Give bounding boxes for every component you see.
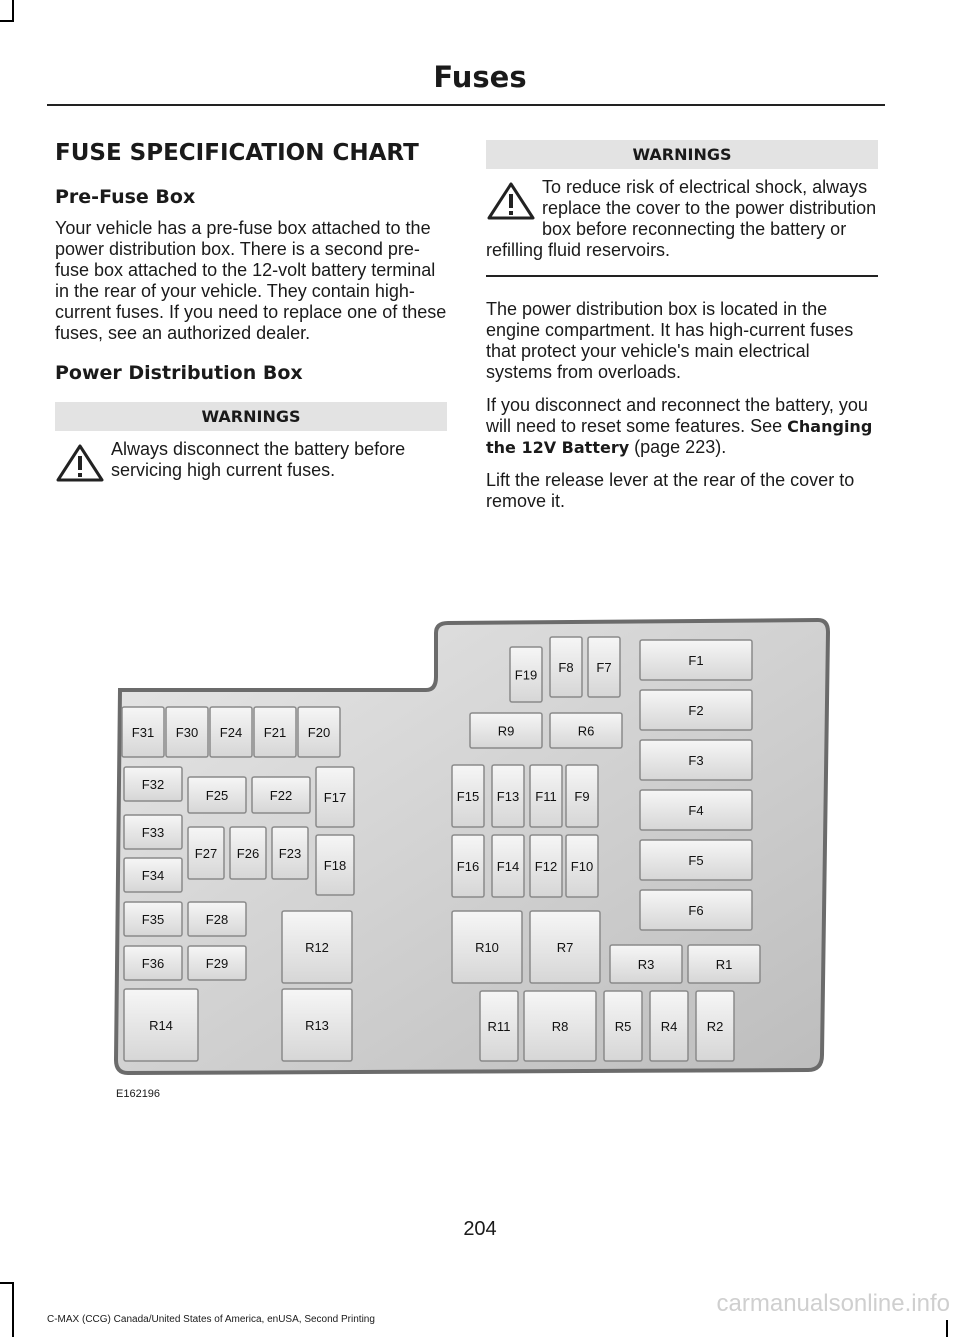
fuse-label: F10 — [570, 859, 594, 874]
crop-mark — [12, 1282, 14, 1337]
fuse-label: F35 — [141, 912, 165, 927]
crop-mark — [946, 1320, 948, 1337]
fuse-slot-r12 — [282, 911, 352, 983]
fuse-label: F1 — [688, 653, 704, 668]
fuse-slot-f4 — [640, 790, 752, 830]
fuse-label: F32 — [141, 777, 165, 792]
fuse-label: F15 — [456, 789, 480, 804]
fuse-slot-f5 — [640, 840, 752, 880]
fuse-slot-f32 — [124, 767, 182, 801]
right-column — [486, 140, 878, 524]
fuse-label: F29 — [205, 956, 229, 971]
fuse-slot-f9 — [566, 765, 598, 827]
fuse-slot-f26 — [230, 827, 266, 879]
fuse-label: F26 — [236, 846, 260, 861]
fuse-label: R11 — [487, 1019, 511, 1034]
fuse-slot-f27 — [188, 827, 224, 879]
fuse-label: R9 — [497, 723, 515, 739]
fuse-label: F36 — [141, 956, 165, 971]
warning-text: Always disconnect the battery before servicing high current fuses. — [111, 439, 406, 480]
fuse-slot-f20 — [298, 707, 340, 757]
fuse-slot-r13 — [282, 989, 352, 1061]
fuse-label: F31 — [131, 725, 155, 740]
fuse-label: F27 — [194, 846, 218, 861]
crop-mark — [12, 0, 14, 20]
fuse-label: F20 — [307, 725, 331, 740]
fuse-label: F25 — [205, 788, 229, 803]
fuse-slot-r8 — [524, 991, 596, 1061]
fuse-slot-r7 — [530, 911, 600, 983]
fuse-slot-f10 — [566, 835, 598, 897]
fuse-slot-r3 — [610, 945, 682, 983]
warning-text: To reduce risk of electrical shock, always replace the cover to the power distribution box before reconnecting the battery or refilling fluid reservoirs. — [486, 177, 877, 260]
section-heading: FUSE SPECIFICATION CHART — [55, 140, 419, 166]
fuse-slot-f3 — [640, 740, 752, 780]
warning-box — [55, 439, 447, 481]
fuse-slot-r5 — [604, 991, 642, 1061]
diagram-id: E162196 — [116, 1088, 161, 1100]
fuse-label: F14 — [496, 859, 520, 874]
fuse-slot-f33 — [124, 815, 182, 849]
fuse-label: F33 — [141, 825, 165, 840]
fuse-slot-r9 — [470, 713, 542, 748]
fuse-label: R6 — [577, 723, 595, 739]
reset-features-text — [486, 395, 878, 458]
fuse-slot-f24 — [210, 707, 252, 757]
fuse-slot-r11 — [480, 991, 518, 1061]
fuse-slot-f7 — [588, 637, 620, 697]
warning-rule — [486, 275, 878, 277]
warning-icon — [486, 181, 536, 221]
fuse-label: F2 — [688, 703, 704, 718]
fuse-slot-f16 — [452, 835, 484, 897]
fuse-label: F9 — [574, 789, 590, 804]
crop-mark — [0, 1282, 14, 1284]
fuse-label: F13 — [496, 789, 520, 804]
fuse-label: F18 — [323, 858, 347, 873]
fuse-slot-f15 — [452, 765, 484, 827]
fuse-slot-f29 — [188, 946, 246, 980]
fuse-label: F24 — [219, 725, 243, 740]
fuse-slot-r10 — [452, 911, 522, 983]
fuse-slot-f14 — [492, 835, 524, 897]
fuse-label: F12 — [534, 859, 558, 874]
fuse-slot-f6 — [640, 890, 752, 930]
fuse-slot-f28 — [188, 902, 246, 936]
reset-text: If you disconnect and reconnect the battery, you will need to reset some features. See — [486, 395, 868, 436]
left-column — [55, 140, 447, 483]
lift-lever-text: Lift the release lever at the rear of the cover to remove it. — [486, 470, 855, 511]
changing-battery-link[interactable]: Changing the 12V Battery — [486, 417, 873, 457]
fuse-label: F28 — [205, 912, 229, 927]
fuse-slot-f12 — [530, 835, 562, 897]
fuse-slot-f21 — [254, 707, 296, 757]
fuse-label: F22 — [269, 788, 293, 803]
warnings-label: WARNINGS — [55, 402, 447, 431]
fuse-label: R1 — [715, 957, 733, 972]
pdb-heading: Power Distribution Box — [55, 362, 303, 384]
fuse-label: F19 — [514, 667, 538, 683]
watermark: carmanualsonline.info — [716, 1290, 950, 1317]
fuse-slot-r4 — [650, 991, 688, 1061]
fuse-label: F8 — [558, 660, 574, 675]
fuse-label: F21 — [263, 725, 287, 740]
fuse-label: F5 — [688, 853, 704, 868]
fuse-label: R14 — [149, 1018, 173, 1033]
fuse-slot-r2 — [696, 991, 734, 1061]
crop-mark — [0, 20, 14, 22]
fuse-label: F6 — [688, 903, 704, 918]
fuse-slot-r14 — [124, 989, 198, 1061]
fuse-slot-r1 — [688, 945, 760, 983]
fuse-slot-f13 — [492, 765, 524, 827]
fuse-label: R8 — [551, 1019, 569, 1034]
fuse-label: F11 — [535, 789, 557, 804]
fuse-label: F30 — [175, 725, 199, 740]
fuse-slot-f11 — [530, 765, 562, 827]
fuse-label: F4 — [688, 803, 704, 818]
fuse-label: R4 — [660, 1019, 678, 1034]
fuse-slot-f22 — [252, 777, 310, 813]
fuse-slot-f23 — [272, 827, 308, 879]
fuse-slot-f8 — [550, 637, 582, 697]
fuse-label: R2 — [706, 1019, 724, 1034]
fuse-label: F17 — [323, 790, 347, 805]
fuse-label: R10 — [475, 940, 499, 955]
prefuse-heading: Pre-Fuse Box — [55, 186, 196, 208]
page-title: Fuses — [433, 60, 527, 94]
fuse-slot-f17 — [316, 767, 354, 827]
fuse-slot-r6 — [550, 713, 622, 748]
fuse-slot-f19 — [510, 647, 542, 702]
warning-box — [486, 177, 878, 261]
footer-text: C-MAX (CCG) Canada/United States of America, enUSA, Second Printing — [47, 1314, 375, 1325]
fuse-label: R12 — [305, 940, 329, 955]
fuse-label: F34 — [141, 868, 165, 883]
header-rule — [47, 104, 885, 106]
fuse-slot-f30 — [166, 707, 208, 757]
fuse-slot-f1 — [640, 640, 752, 680]
fuse-slot-f31 — [122, 707, 164, 757]
fuse-slot-f34 — [124, 858, 182, 892]
fuse-label: R13 — [305, 1018, 329, 1033]
fuse-label: R7 — [556, 940, 574, 955]
fuse-slot-f18 — [316, 835, 354, 895]
fuse-slot-f36 — [124, 946, 182, 980]
fuse-slot-f2 — [640, 690, 752, 730]
prefuse-text: Your vehicle has a pre-fuse box attached to the power distribution box. There is a second pre-fuse box attached to the 12-volt battery terminal in the rear of your vehicle. They contain high-current fuses. If you need to replace one of these fuses, see an authorized dealer. — [55, 218, 447, 343]
warning-icon — [55, 443, 105, 483]
page-ref: (page 223). — [629, 437, 727, 457]
fuse-label: R3 — [637, 957, 655, 972]
page-number: 204 — [463, 1218, 497, 1240]
pdb-location-text: The power distribution box is located in the engine compartment. It has high-current fuses that protect your vehicle's main electrical systems from overloads. — [486, 299, 854, 382]
fuse-label: F3 — [688, 753, 704, 768]
fuse-box-diagram — [110, 615, 835, 1080]
fuse-label: F23 — [278, 846, 302, 861]
warnings-label: WARNINGS — [486, 140, 878, 169]
fuse-label: R5 — [614, 1019, 632, 1034]
fuse-slot-f35 — [124, 902, 182, 936]
fuse-label: F16 — [456, 859, 480, 874]
fuse-slot-f25 — [188, 777, 246, 813]
fuse-label: F7 — [596, 660, 612, 675]
